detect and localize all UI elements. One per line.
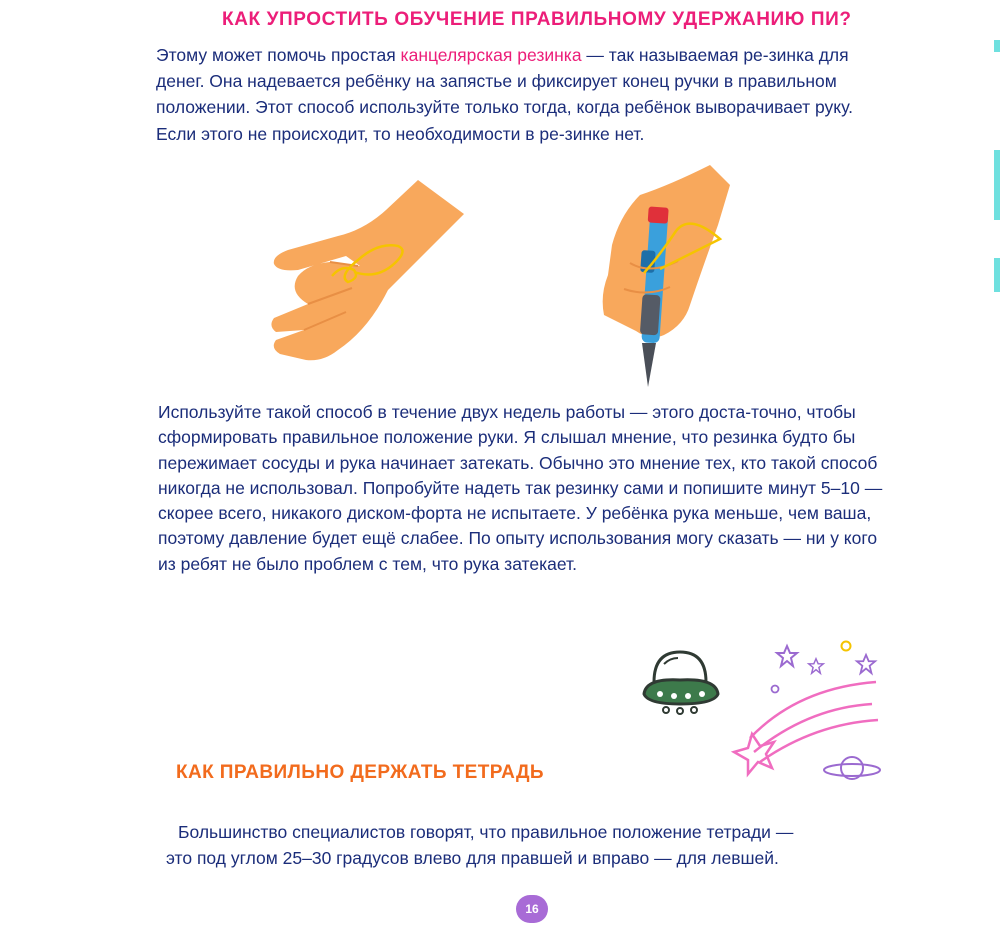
body-paragraph: Используйте такой способ в течение двух недель работы — этого доста-точно, чтобы сформировать правильное положение руки. Я слышал мнение, что резинка будто бы пережимает сосуды и рука начинает затекать. Обычно это мнение тех, кто такой способ никогда не использовал. Попробуйте надеть так резинку сами и попишите минут 5–10 — скорее всего, никакого диском-форта не испытаете. У ребёнка рука меньше, чем ваша, поэтому давление будет ещё слабее. По опыту использования могу сказать — ни у кого из ребят не было проблем с тем, что рука затекает. <box>158 402 883 574</box>
notebook-paragraph <box>166 819 926 871</box>
writing-hand-icon <box>603 165 730 337</box>
page-number-badge: 16 <box>516 895 548 923</box>
hand-with-rubber-band-illustration <box>268 180 468 380</box>
open-hand-icon <box>271 180 464 360</box>
hand-holding-pen-illustration <box>600 165 740 395</box>
edge-mark-top <box>994 40 1000 52</box>
planet-icon <box>822 752 882 784</box>
small-circle-icon <box>770 684 780 694</box>
edge-mark-middle <box>994 150 1000 220</box>
star-icon <box>808 658 824 674</box>
edge-mark-lower <box>994 258 1000 292</box>
intro-text-end: — так называемая ре-зинка для денег. Она надевается ребёнку на запястье и фиксирует конец ручки в правильном положении. Этот способ используйте только тогда, когда ребёнок выворачивает руку. Если этого не происходит, то необходимости в ре-зинке нет. <box>156 45 853 144</box>
notebook-line-1: Большинство специалистов говорят, что правильное положение тетради — <box>178 822 794 842</box>
heading-notebook-position: КАК ПРАВИЛЬНО ДЕРЖАТЬ ТЕТРАДЬ <box>176 762 544 783</box>
notebook-line-2: это под углом 25–30 градусов влево для правшей и вправо — для левшей. <box>166 848 779 868</box>
intro-paragraph <box>156 42 891 147</box>
star-icon <box>776 645 798 667</box>
star-icon <box>856 654 876 674</box>
heading-rubber-band-tip: КАК УПРОСТИТЬ ОБУЧЕНИЕ ПРАВИЛЬНОМУ УДЕРЖАНИЮ ПИ? <box>222 9 852 30</box>
ufo-icon <box>640 648 722 714</box>
intro-text-start: Этому может помочь простая <box>156 45 401 65</box>
rubber-band-highlight: канцелярская резинка <box>400 45 582 65</box>
small-circle-icon <box>840 640 852 652</box>
